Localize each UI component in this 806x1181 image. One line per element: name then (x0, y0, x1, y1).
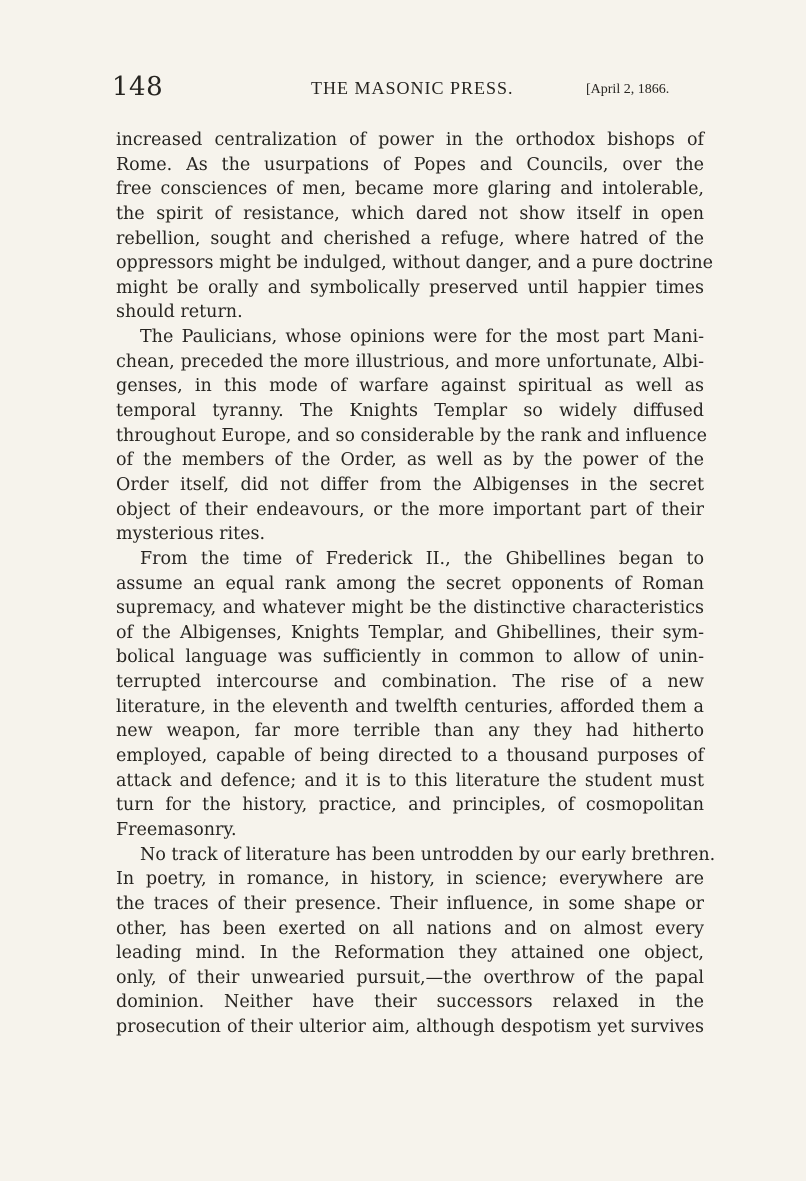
text-line: mysterious rites. (116, 524, 266, 545)
text-line: turn for the history, practice, and principles, of cosmopolitan (116, 795, 704, 816)
text-line: might be orally and symbolically preserved until happier times (116, 277, 704, 298)
text-line: From the time of Frederick II., the Ghibellines began to (140, 548, 704, 569)
text-line: bolical language was sufficiently in common to allow of unin- (116, 647, 704, 668)
text-line: increased centralization of power in the orthodox bishops of (116, 130, 704, 150)
text-line: literature, in the eleventh and twelfth centuries, afforded them a (116, 696, 704, 717)
text-line: Rome. As the usurpations of Popes and Councils, over the (116, 154, 704, 175)
text-line: throughout Europe, and so considerable by the rank and influence (116, 425, 707, 446)
text-line: supremacy, and whatever might be the distinctive characteristics (116, 598, 704, 619)
text-line: chean, preceded the more illustrious, and more unfortunate, Albi- (116, 351, 704, 372)
text-line: rebellion, sought and cherished a refuge, where hatred of the (116, 228, 704, 249)
text-line: should return. (116, 302, 243, 323)
text-line: leading mind. In the Reformation they attained one object, (116, 943, 704, 964)
text-line: The Paulicians, whose opinions were for the most part Mani- (140, 327, 704, 348)
text-line: of the members of the Order, as well as by the power of the (116, 450, 704, 471)
article-text (116, 128, 716, 1114)
text-line: only, of their unwearied pursuit,—the overthrow of the papal (116, 967, 704, 988)
text-line: genses, in this mode of warfare against spiritual as well as (116, 376, 704, 397)
text-line: No track of literature has been untrodden by our early brethren. (140, 844, 716, 865)
page-header (112, 72, 702, 108)
text-line: attack and defence; and it is to this literature the student must (116, 770, 704, 791)
text-line: terrupted intercourse and combination. The rise of a new (116, 672, 704, 693)
text-line: In poetry, in romance, in history, in science; everywhere are (116, 869, 704, 890)
text-line: employed, capable of being directed to a thousand purposes of (116, 746, 704, 767)
text-line: new weapon, far more terrible than any they had hitherto (116, 721, 704, 742)
text-line: object of their endeavours, or the more important part of their (116, 499, 704, 520)
text-line: dominion. Neither have their successors relaxed in the (116, 992, 704, 1013)
text-line: Freemasonry. (116, 819, 237, 840)
text-line: the spirit of resistance, which dared not show itself in open (116, 203, 704, 224)
text-line: Order itself, did not differ from the Albigenses in the secret (116, 474, 704, 495)
running-title: THE MASONIC PRESS. (311, 78, 514, 98)
text-line: assume an equal rank among the secret opponents of Roman (116, 573, 704, 594)
issue-date: [April 2, 1866. (586, 82, 670, 97)
text-line: oppressors might be indulged, without danger, and a pure doctrine (116, 253, 713, 274)
text-line: prosecution of their ulterior aim, although despotism yet survives (116, 1017, 704, 1038)
text-line: free consciences of men, became more glaring and intolerable, (116, 179, 704, 200)
text-line: of the Albigenses, Knights Templar, and Ghibellines, their sym- (116, 622, 704, 643)
text-line: temporal tyranny. The Knights Templar so widely diffused (116, 401, 704, 422)
text-line: other, has been exerted on all nations and on almost every (116, 918, 704, 939)
text-line: the traces of their presence. Their influence, in some shape or (116, 893, 704, 914)
page-number: 148 (112, 72, 164, 102)
